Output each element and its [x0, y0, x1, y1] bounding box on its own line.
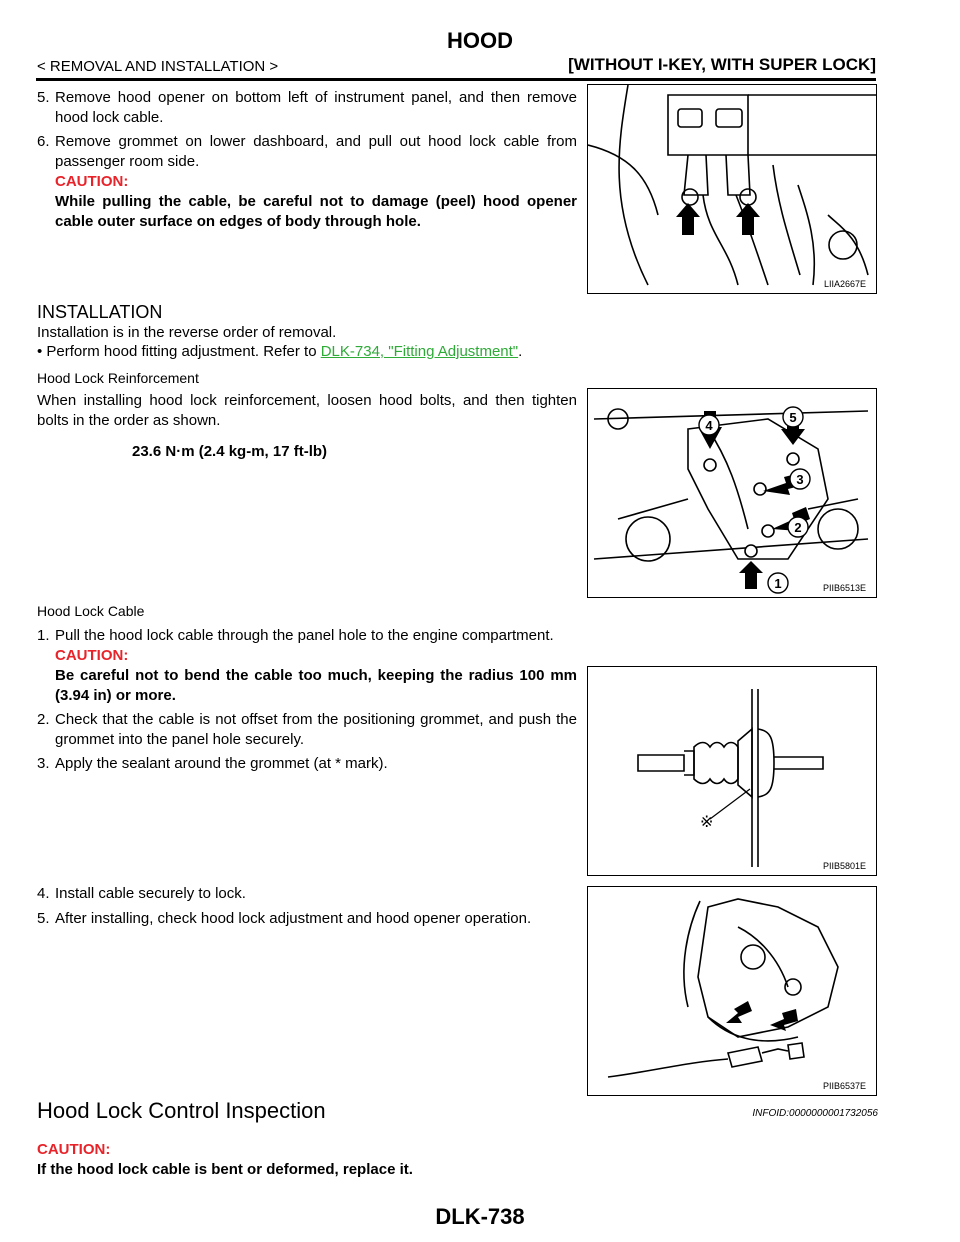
arrow-icon: [736, 203, 760, 235]
cable-heading: Hood Lock Cable: [37, 603, 145, 619]
cable-step-5-text: After installing, check hood lock adjustment and hood opener operation.: [55, 910, 532, 927]
figure-hood-lock: [587, 886, 877, 1096]
cable-step-1-text: Pull the hood lock cable through the panel hole to the engine compartment.: [55, 627, 554, 644]
asterisk-mark: ※: [700, 812, 714, 831]
figure-id: PIIB6537E: [822, 1081, 866, 1091]
cable-step-1: 1. Pull the hood lock cable through the panel hole to the engine compartment. CAUTION:: [37, 626, 877, 666]
removal-step-5: 5. Remove hood opener on bottom left of instrument panel, and then remove hood lock cable.: [37, 89, 577, 126]
cable-step-3-text: Apply the sealant around the grommet (at * mark).: [55, 755, 388, 772]
variant-label: [WITHOUT I-KEY, WITH SUPER LOCK]: [568, 55, 876, 74]
callout-5: 5: [789, 410, 797, 425]
page-title: HOOD: [447, 28, 513, 53]
reinforcement-text: When installing hood lock reinforcement, loosen hood bolts, and then tighten bolts in the order as shown.: [37, 392, 577, 429]
page-number: DLK-738: [435, 1204, 525, 1229]
cable-step-2-text: Check that the cable is not offset from the positioning grommet, and push the grommet into the panel hole securely.: [55, 711, 577, 748]
reinforcement-heading: Hood Lock Reinforcement: [37, 370, 199, 386]
installation-bullet: • Perform hood fitting adjustment. Refer to DLK-734, "Fitting Adjustment".: [37, 343, 523, 360]
caution-text: While pulling the cable, be careful not to damage (peel) hood opener cable outer surface on edges of body through hole.: [55, 193, 577, 230]
installation-heading: INSTALLATION: [37, 302, 163, 322]
installation-intro: Installation is in the reverse order of removal.: [37, 324, 337, 341]
figure-hood-opener: [587, 84, 877, 294]
inspection-caution-text: If the hood lock cable is bent or deformed, replace it.: [37, 1161, 413, 1178]
figure-id: PIIB6513E: [822, 583, 866, 593]
callout-1: 1: [774, 576, 782, 591]
callout-3: 3: [796, 472, 804, 487]
hood-lock-illustration: [588, 887, 876, 1095]
cable-step-2: 2. Check that the cable is not offset from the positioning grommet, and push the grommet into the panel hole securely.: [37, 711, 577, 748]
inspection-caution-label: CAUTION:: [37, 1141, 111, 1158]
removal-step-6: 6. Remove grommet on lower dashboard, and pull out hood lock cable from passenger room side. CAUTION: While pulling the cable, be careful not to damage (peel) hood opener cable outer surface on edges of body through hole.: [37, 133, 577, 230]
cable-step-5: 5. After installing, check hood lock adjustment and hood opener operation.: [37, 910, 532, 927]
arrow-icon: [726, 1001, 752, 1023]
removal-step-5-text: Remove hood opener on bottom left of instrument panel, and then remove hood lock cable.: [55, 89, 577, 126]
section-breadcrumb: < REMOVAL AND INSTALLATION >: [37, 58, 279, 75]
arrow-icon: [676, 203, 700, 235]
header-divider: [36, 78, 876, 81]
reinforcement-illustration: [588, 389, 876, 597]
figure-reinforcement: [587, 388, 877, 598]
figure-id: LIIA2667E: [823, 279, 866, 289]
figure-id: PIIB5801E: [822, 861, 866, 871]
cable-caution-text: Be careful not to bend the cable too much, keeping the radius 100 mm (3.94 in) or more.: [55, 667, 577, 704]
inspection-heading: Hood Lock Control Inspection: [37, 1098, 326, 1123]
grommet-illustration: [588, 667, 876, 875]
caution-label: CAUTION:: [55, 173, 129, 190]
torque-spec: 23.6 N·m (2.4 kg-m, 17 ft-lb): [132, 443, 328, 460]
cable-step-4: 4. Install cable securely to lock.: [37, 885, 246, 902]
removal-step-6-text: Remove grommet on lower dashboard, and pull out hood lock cable from passenger room side.: [55, 133, 577, 170]
arrow-icon: [770, 1009, 798, 1031]
hood-opener-illustration: [588, 85, 876, 293]
callout-4: 4: [705, 418, 713, 433]
callout-2: 2: [794, 520, 802, 535]
cable-step-3: 3. Apply the sealant around the grommet (at * mark).: [37, 755, 388, 772]
cable-step-4-text: Install cable securely to lock.: [55, 885, 246, 902]
arrow-icon: [739, 561, 763, 589]
figure-grommet: [587, 666, 877, 876]
cable-caution-label: CAUTION:: [55, 647, 129, 664]
info-id: INFOID:0000000001732056: [752, 1108, 878, 1119]
fitting-adjustment-link[interactable]: DLK-734, "Fitting Adjustment": [320, 343, 519, 360]
